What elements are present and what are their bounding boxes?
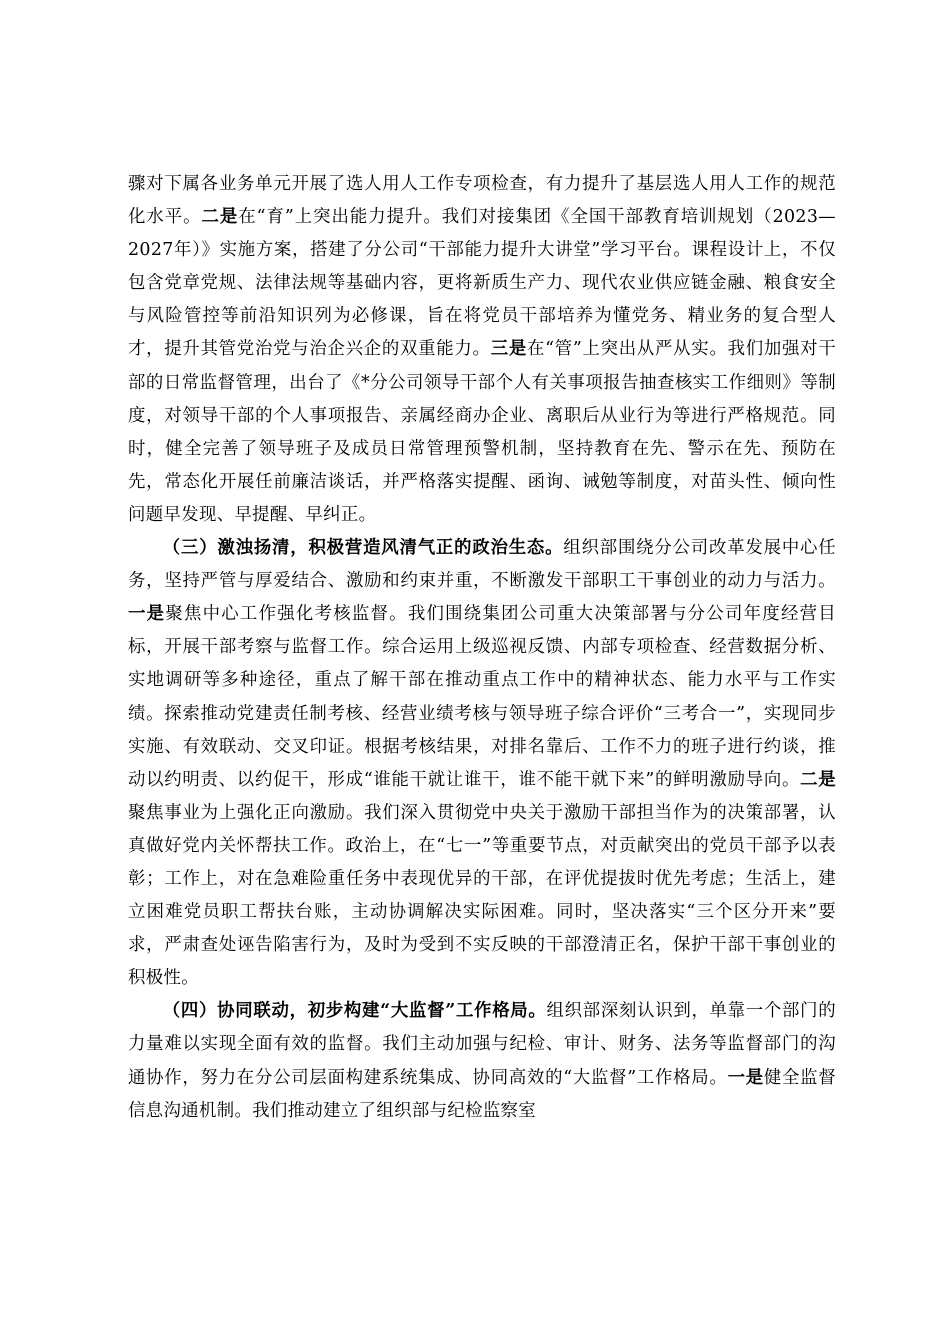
document-page — [128, 168, 836, 1128]
paragraph — [128, 168, 836, 532]
paragraph — [128, 532, 836, 995]
text-run: 在“管”上突出从严从实。我们加强对干部的日常监督管理，出台了《*分公司领导干部个人有关事项报告抽查核实工作细则》等制度，对领导干部的个人事项报告、亲属经商办企业、离职后从业行为等进行严格规范。同时，健全完善了领导班子及成员日常管理预警机制，坚持教育在先、警示在先、预防在先，常态化开展任前廉洁谈话，并严格落实提醒、函询、诫勉等制度，对苗头性、倾向性问题早发现、早提醒、早纠正。 — [128, 339, 836, 525]
text-run: 在“育”上突出能力提升。我们对接集团《全国干部教育培训规划（2023—2027年）》实施方案，搭建了分公司“干部能力提升大讲堂”学习平台。课程设计上，不仅包含党章党规、法律法规等基础内容，更将新质生产力、现代农业供应链金融、粮食安全与风险管控等前沿知识列为必修课，旨在将党员干部培养为懂党务、精业务的复合型人才，提升其管党治党与治企兴企的双重能力。 — [128, 207, 837, 360]
section-heading: （四）协同联动，初步构建“大监督”工作格局。 — [162, 1001, 547, 1022]
bold-run: 三是 — [490, 339, 527, 360]
text-run: 聚焦中心工作强化考核监督。我们围绕集团公司重大决策部署与分公司年度经营目标，开展干部考察与监督工作。综合运用上级巡视反馈、内部专项检查、经营数据分析、实地调研等多种途径，重点了解干部在推动重点工作中的精神状态、能力水平与工作实绩。探索推动党建责任制考核、经营业绩考核与领导班子综合评价“三考合一”，实现同步实施、有效联动、交叉印证。根据考核结果，对排名靠后、工作不力的班子进行约谈，推动以约明责、以约促干，形成“谁能干就让谁干，谁不能干就下来”的鲜明激励导向。 — [128, 604, 836, 790]
text-run: 组织部深刻认识到，单靠一个部门的力量难以实现全面有效的监督。我们主动加强与纪检、审计、财务、法务等监督部门的沟通协作，努力在分公司层面构建系统集成、协同高效的“大监督”工作格局。 — [128, 1001, 836, 1088]
section-heading: （三）激浊扬清，积极营造风清气正的政治生态。 — [162, 538, 564, 559]
text-run: 健全监督信息沟通机制。我们推动建立了组织部与纪检监察室 — [128, 1067, 837, 1121]
bold-run: 二是 — [800, 769, 837, 790]
bold-run: 一是 — [727, 1067, 764, 1088]
paragraph — [128, 995, 836, 1127]
text-run: 聚焦事业为上强化正向激励。我们深入贯彻党中央关于激励干部担当作为的决策部署，认真做好党内关怀帮扶工作。政治上，在“七一”等重要节点，对贡献突出的党员干部予以表彰；工作上，对在急难险重任务中表现优异的干部，在评优提拔时优先考虑；生活上，建立困难党员职工帮扶台账，主动协调解决实际困难。同时，坚决落实“三个区分开来”要求，严肃查处诬告陷害行为，及时为受到不实反映的干部澄清正名，保护干部干事创业的积极性。 — [128, 802, 836, 989]
bold-run: 二是 — [201, 207, 239, 228]
text-run: 骤对下属各业务单元开展了选人用人工作专项检查，有力提升了基层选人用人工作的规范化水平。 — [128, 174, 836, 228]
bold-run: 一是 — [128, 604, 166, 625]
text-run: 组织部围绕分公司改革发展中心任务，坚持严管与厚爱结合、激励和约束并重，不断激发干部职工干事创业的动力与活力。 — [128, 538, 836, 592]
